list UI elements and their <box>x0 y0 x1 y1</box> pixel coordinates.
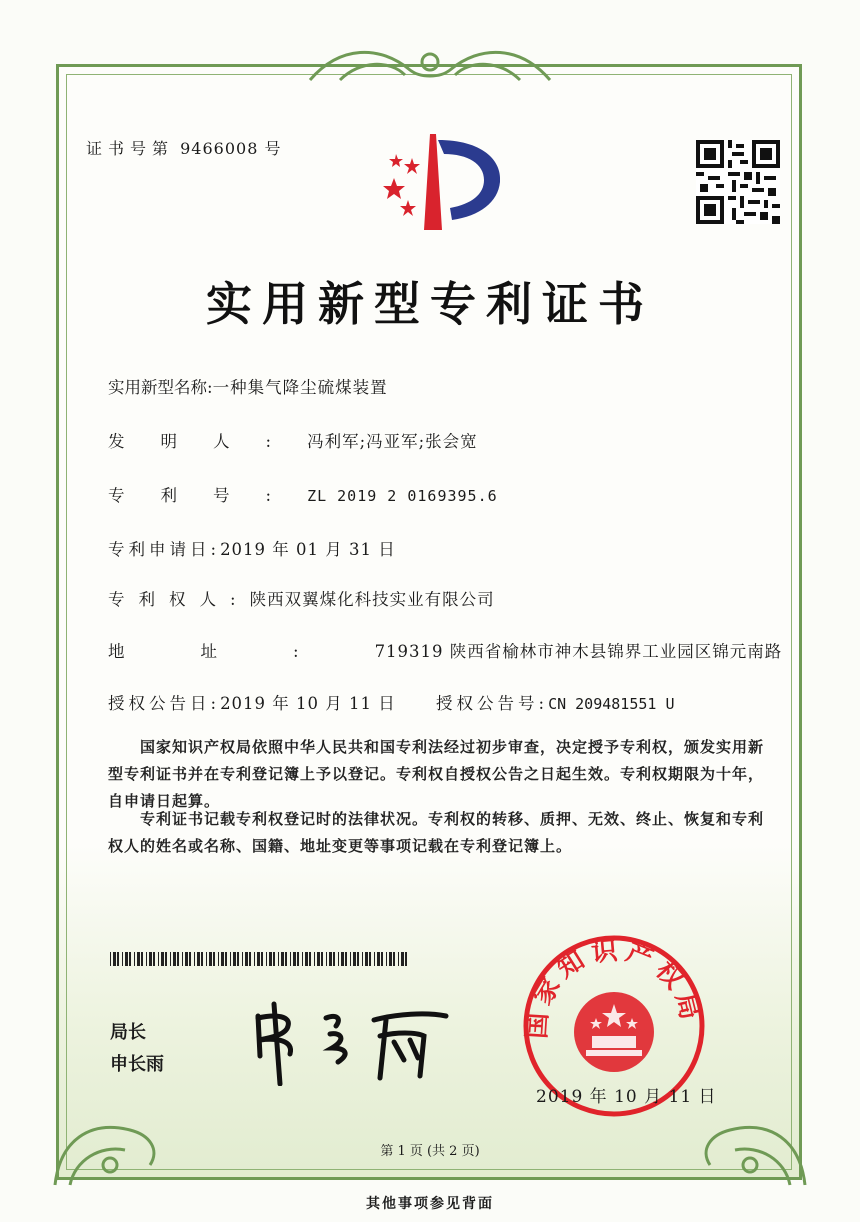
certificate-number-value: 9466008 <box>180 139 259 158</box>
field-label: 专利号: <box>108 486 308 505</box>
field-value: 719319 陕西省榆林市神木县锦界工业园区锦元南路 <box>374 642 783 661</box>
field-label: 发明人: <box>108 432 308 451</box>
barcode-icon <box>110 952 410 966</box>
certificate-title: 实用新型专利证书 <box>206 277 654 331</box>
seal-text: 国家知识产权局 <box>522 935 707 1040</box>
field-grant-date <box>108 690 396 714</box>
field-value: 冯利军;冯亚军;张会宽 <box>307 432 478 451</box>
field-label: 专利申请日: <box>108 540 221 559</box>
certificate-number-suffix: 号 <box>264 139 282 158</box>
certificate-number-label: 证书号第 <box>86 139 175 158</box>
field-address <box>108 638 782 662</box>
field-application-date <box>108 536 396 560</box>
field-label: 专利权人: <box>108 590 250 609</box>
field-value: ZL 2019 2 0169395.6 <box>307 487 498 505</box>
page-number: 第 1 页 (共 2 页) <box>380 1144 480 1159</box>
patent-office-logo-icon <box>372 130 508 236</box>
field-patentee <box>108 586 495 610</box>
field-value: 2019 年 01 月 31 日 <box>220 540 396 559</box>
director-title: 局长 <box>110 1022 146 1043</box>
field-value: CN 209481551 U <box>548 695 675 713</box>
field-label: 授权公告号: <box>436 694 549 713</box>
back-note: 其他事项参见背面 <box>366 1196 494 1212</box>
top-ornament-icon <box>300 40 560 90</box>
legal-paragraph-2: 专利证书记载专利权登记时的法律状况。专利权的转移、质押、无效、终止、恢复和专利权人的姓名或名称、国籍、地址变更等事项记载在专利登记簿上。 <box>108 810 765 855</box>
qr-code-icon <box>696 140 780 224</box>
field-patent-number <box>108 482 498 506</box>
certificate-number <box>86 136 281 159</box>
field-utility-model-name <box>108 374 388 398</box>
field-value: 陕西双翼煤化科技实业有限公司 <box>249 590 495 609</box>
field-label: 地址: <box>108 642 375 661</box>
legal-paragraph-1: 国家知识产权局依照中华人民共和国专利法经过初步审查，决定授予专利权，颁发实用新型专利证书并在专利登记簿上予以登记。专利权自授权公告之日起生效。专利权期限为十年，自申请日起算。 <box>108 738 765 810</box>
field-value: 一种集气降尘硫煤装置 <box>212 378 388 397</box>
field-label: 实用新型名称: <box>108 378 213 397</box>
director-signature <box>246 996 456 1086</box>
field-grant-publication-number <box>436 690 675 714</box>
field-inventor <box>108 428 478 452</box>
field-value: 2019 年 10 月 11 日 <box>220 694 396 713</box>
director-name: 申长雨 <box>110 1054 164 1075</box>
seal-date: 2019 年 10 月 11 日 <box>536 1087 717 1107</box>
field-label: 授权公告日: <box>108 694 221 713</box>
